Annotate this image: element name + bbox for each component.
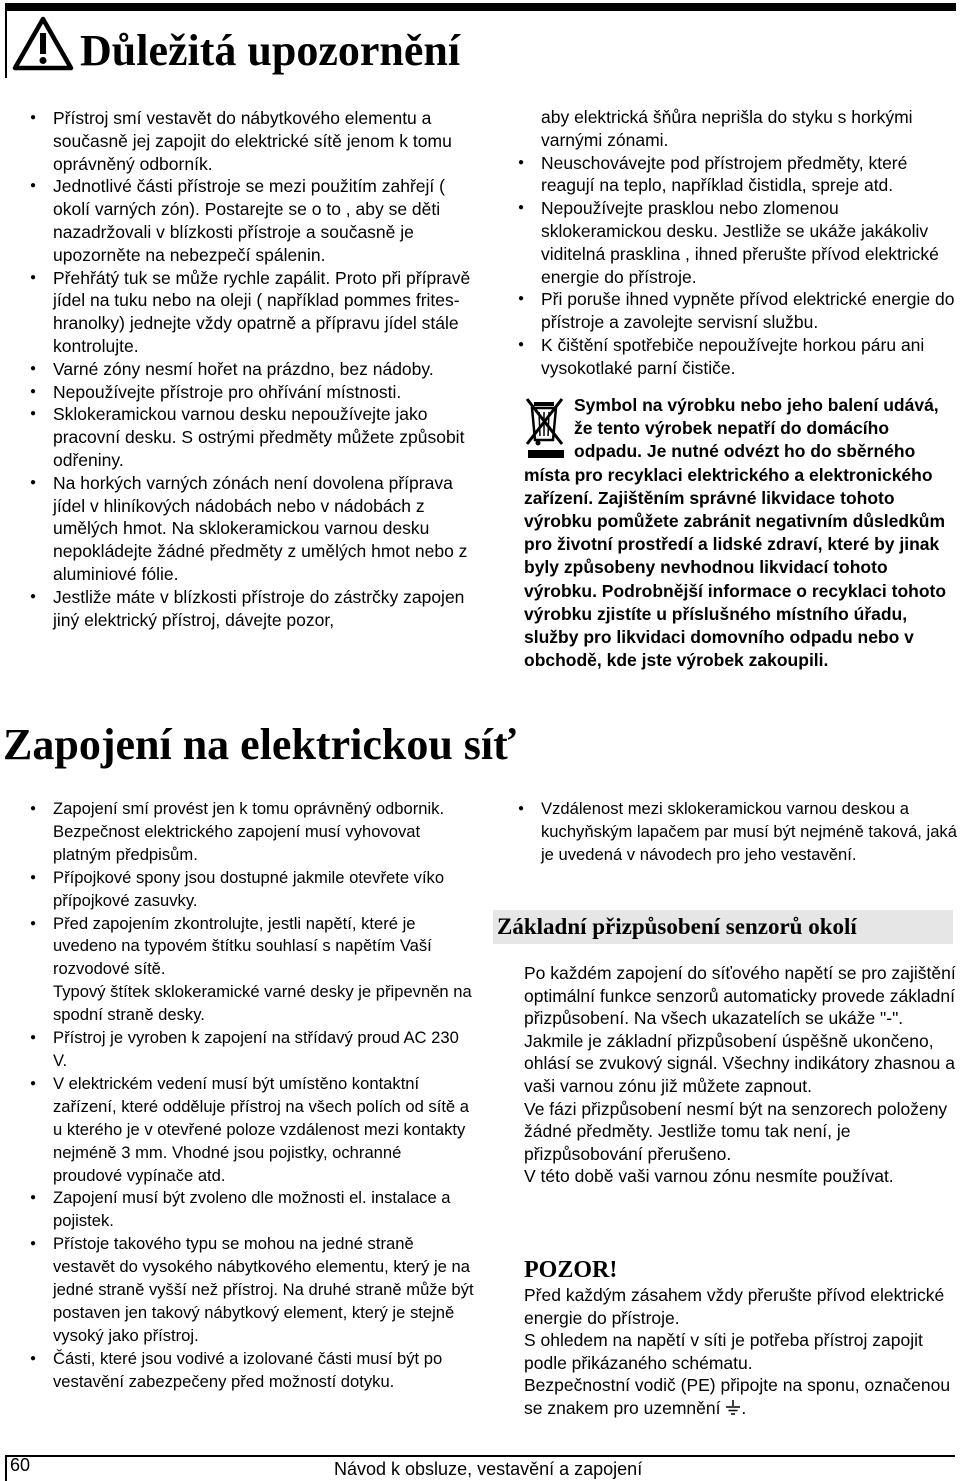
paragraph: S ohledem na napětí v síti je potřeba přístroj zapojit podle přikázaného schématu. <box>524 1330 923 1373</box>
list-item: ● Sklokeramickou varnou desku nepoužívejte jako pracovní desku. S ostrými předměty můžete způsobit odřeniny. <box>26 403 474 471</box>
list-item: ● Části, které jsou vodivé a izolované části musí být po vestavění zabezpečeny před možností dotyku. <box>26 1348 474 1394</box>
list-item: ● Zapojení smí provést jen k tomu oprávněný odbornik. Bezpečnost elektrického zapojení musí vyhovovat platným předpisům. <box>26 798 474 867</box>
warning-triangle-icon <box>12 16 74 72</box>
list-item: ● Zapojení musí být zvoleno dle možnosti el. instalace a pojistek. <box>26 1187 474 1233</box>
paragraph: Ve fázi přizpůsobení nesmí být na senzorech položeny žádné předměty. Jestliže tomu tak není, je přizpůsobování přerušeno. <box>524 1098 948 1164</box>
list-item: ● K čištění spotřebiče nepoužívejte horkou páru ani vysokotlaké parní čističe. <box>514 334 960 380</box>
list-item: ● Nepoužívejte prasklou nebo zlomenou sklokeramickou desku. Jestliže se ukáže jakákoliv viditelná prasklina , ihned přerušte přívod elektrické energie do přístroje. <box>514 197 960 288</box>
connection-list-left <box>26 798 474 1394</box>
recycling-notice <box>524 394 956 672</box>
bottom-rule <box>5 1455 955 1457</box>
list-item: ● Varné zóny nesmí hořet na prázdno, bez nádoby. <box>26 358 474 381</box>
paragraph: Před každým zásahem vždy přerušte přívod elektrické energie do přístroje. <box>524 1285 945 1328</box>
list-item: ● Jednotlivé části přístroje se mezi použitím zahřejí ( okolí varných zón). Postarejte se o to , aby se děti nazadržovali v blízkosti přístroje a současně je upozorněte na nebezpečí spálenin. <box>26 175 474 266</box>
connection-list-right <box>514 798 960 867</box>
pozor-text <box>524 1284 958 1420</box>
paragraph-text: Bezpečnostní vodič (PE) připojte na sponu, označenou se znakem pro uzemnění <box>524 1375 951 1418</box>
paragraph: V této době vaši varnou zónu nesmíte používat. <box>524 1166 894 1187</box>
list-item-text: Před zapojením zkontrolujte, jestli napětí, které je uvedeno na typovém štítku souhlasí s napětím Vaší rozvodové sítě. <box>53 913 432 979</box>
list-item: ● Při poruše ihned vypněte přívod elektrické energie do přístroje a zavolejte servisní službu. <box>514 288 960 334</box>
list-item: ● Neuschovávejte pod přístrojem předměty, které reagují na teplo, například čistidla, spreje atd. <box>514 152 960 198</box>
list-item: ● Jestliže máte v blízkosti přístroje do zástrčky zapojen jiný elektrický přístroj, dávejte pozor, <box>26 586 474 632</box>
bottom-left-rule <box>5 1456 7 1481</box>
section-title-sensors: Základní přizpůsobení senzorů okolí <box>493 910 953 944</box>
top-left-rule <box>5 3 7 78</box>
list-item <box>26 913 474 1028</box>
page-number: 60 <box>10 1455 31 1475</box>
section-title-connection: Zapojení na elektrickou síť <box>3 720 517 769</box>
list-item: ● Nepoužívejte přístroje pro ohřívání místnosti. <box>26 381 474 404</box>
page-title: Důležitá upozornění <box>80 26 461 75</box>
warnings-list-left <box>26 107 474 631</box>
warning-heading: POZOR! <box>524 1257 618 1283</box>
list-continuation: aby elektrická šňůra neprišla do styku s horkými varnými zónami. <box>541 107 913 150</box>
ground-symbol-icon <box>725 1399 741 1415</box>
top-rule <box>5 3 956 11</box>
sensors-text <box>524 962 958 1188</box>
paragraph: Bezpečnostní vodič (PE) připojte na sponu, označenou se znakem pro uzemnění . <box>524 1375 951 1418</box>
list-item: ● Přehřátý tuk se může rychle zapálit. Proto při přípravě jídel na tuku nebo na oleji ( například pommes frites- hranolky) jednejte vždy opatrně a přípravu jídel stále kontrolujte. <box>26 267 474 358</box>
list-item: ● V elektrickém vedení musí být umístěno kontaktní zařízení, které odděluje přístroj na všech polích od sítě a u kterého je v otevřené poloze vzdálenost mezi kontakty nejméně 3 mm. Vhodné jsou pojistky, ochranné proudové vypínače atd. <box>26 1073 474 1188</box>
recycling-text: Symbol na výrobku nebo jeho balení udává, že tento výrobek nepatří do domácího odpadu. Je nutné odvézt ho do sběrného místa pro recyklaci elektrického a elektronického zařízení. Zajištěním správné likvidace tohoto výrobku pomůžete zabránit negativním důsledkům pro životní prostředí a lidské zdraví, které by jinak byly způsobeny nevhodnou likvidací tohoto výrobku. Podrobnější informace o recyklaci tohoto výrobku zjistíte u příslušného místního úřadu, služby pro likvidaci domovního odpadu nebo v obchodě, kde jste výrobek zakoupili. <box>524 395 947 671</box>
paragraph: Jakmile je základní přizpůsobení úspěšně ukončeno, ohlásí se zvukový signál. Všechny indikátory zhasnou a vaši varnou zónu již můžete zapnout. <box>524 1030 955 1096</box>
crossed-out-bin-icon <box>524 396 568 460</box>
list-item: ● Na horkých varných zónách není dovolena příprava jídel v hliníkových nádobách nebo v nádobách z umělých hmot. Na sklokeramickou varnou desku nepokládejte žádné předměty z umělých hmot nebo z aluminiové fólie. <box>26 472 474 586</box>
list-item: ● Přístroj smí vestavět do nábytkového elementu a současně jej zapojit do elektrické sítě jenom k tomu oprávněný odborník. <box>26 107 474 175</box>
footer-title: Návod k obsluze, vestavění a zapojení <box>334 1459 643 1479</box>
warnings-list-right <box>514 152 960 380</box>
warnings-right <box>514 106 960 380</box>
list-item: ● Vzdálenost mezi sklokeramickou varnou deskou a kuchyňským lapačem par musí být nejméně taková, jaká je uvedená v návodech pro jeho vestavění. <box>514 798 960 867</box>
list-item: ● Přístroj je vyroben k zapojení na střídavý proud AC 230 V. <box>26 1027 474 1073</box>
paragraph: Po každém zapojení do síťového napětí se pro zajištění optimální funkce senzorů automaticky provede základní přizpůsobení. Na všech ukazatelích se ukáže "-". <box>524 963 956 1029</box>
label-note: Typový štítek sklokeramické varné desky je připevněn na spodní straně desky. <box>53 982 472 1025</box>
list-item: ● Přístoje takového typu se mohou na jedné straně vestavět do vysokého nábytkového elementu, který je na jedné straně vyšší než přístroj. Na druhé straně může být postaven jen takový nábytkový element, který je stejně vysoký jako přístroj. <box>26 1233 474 1348</box>
list-item: ● Přípojkové spony jsou dostupné jakmile otevřete víko přípojkové zasuvky. <box>26 867 474 913</box>
